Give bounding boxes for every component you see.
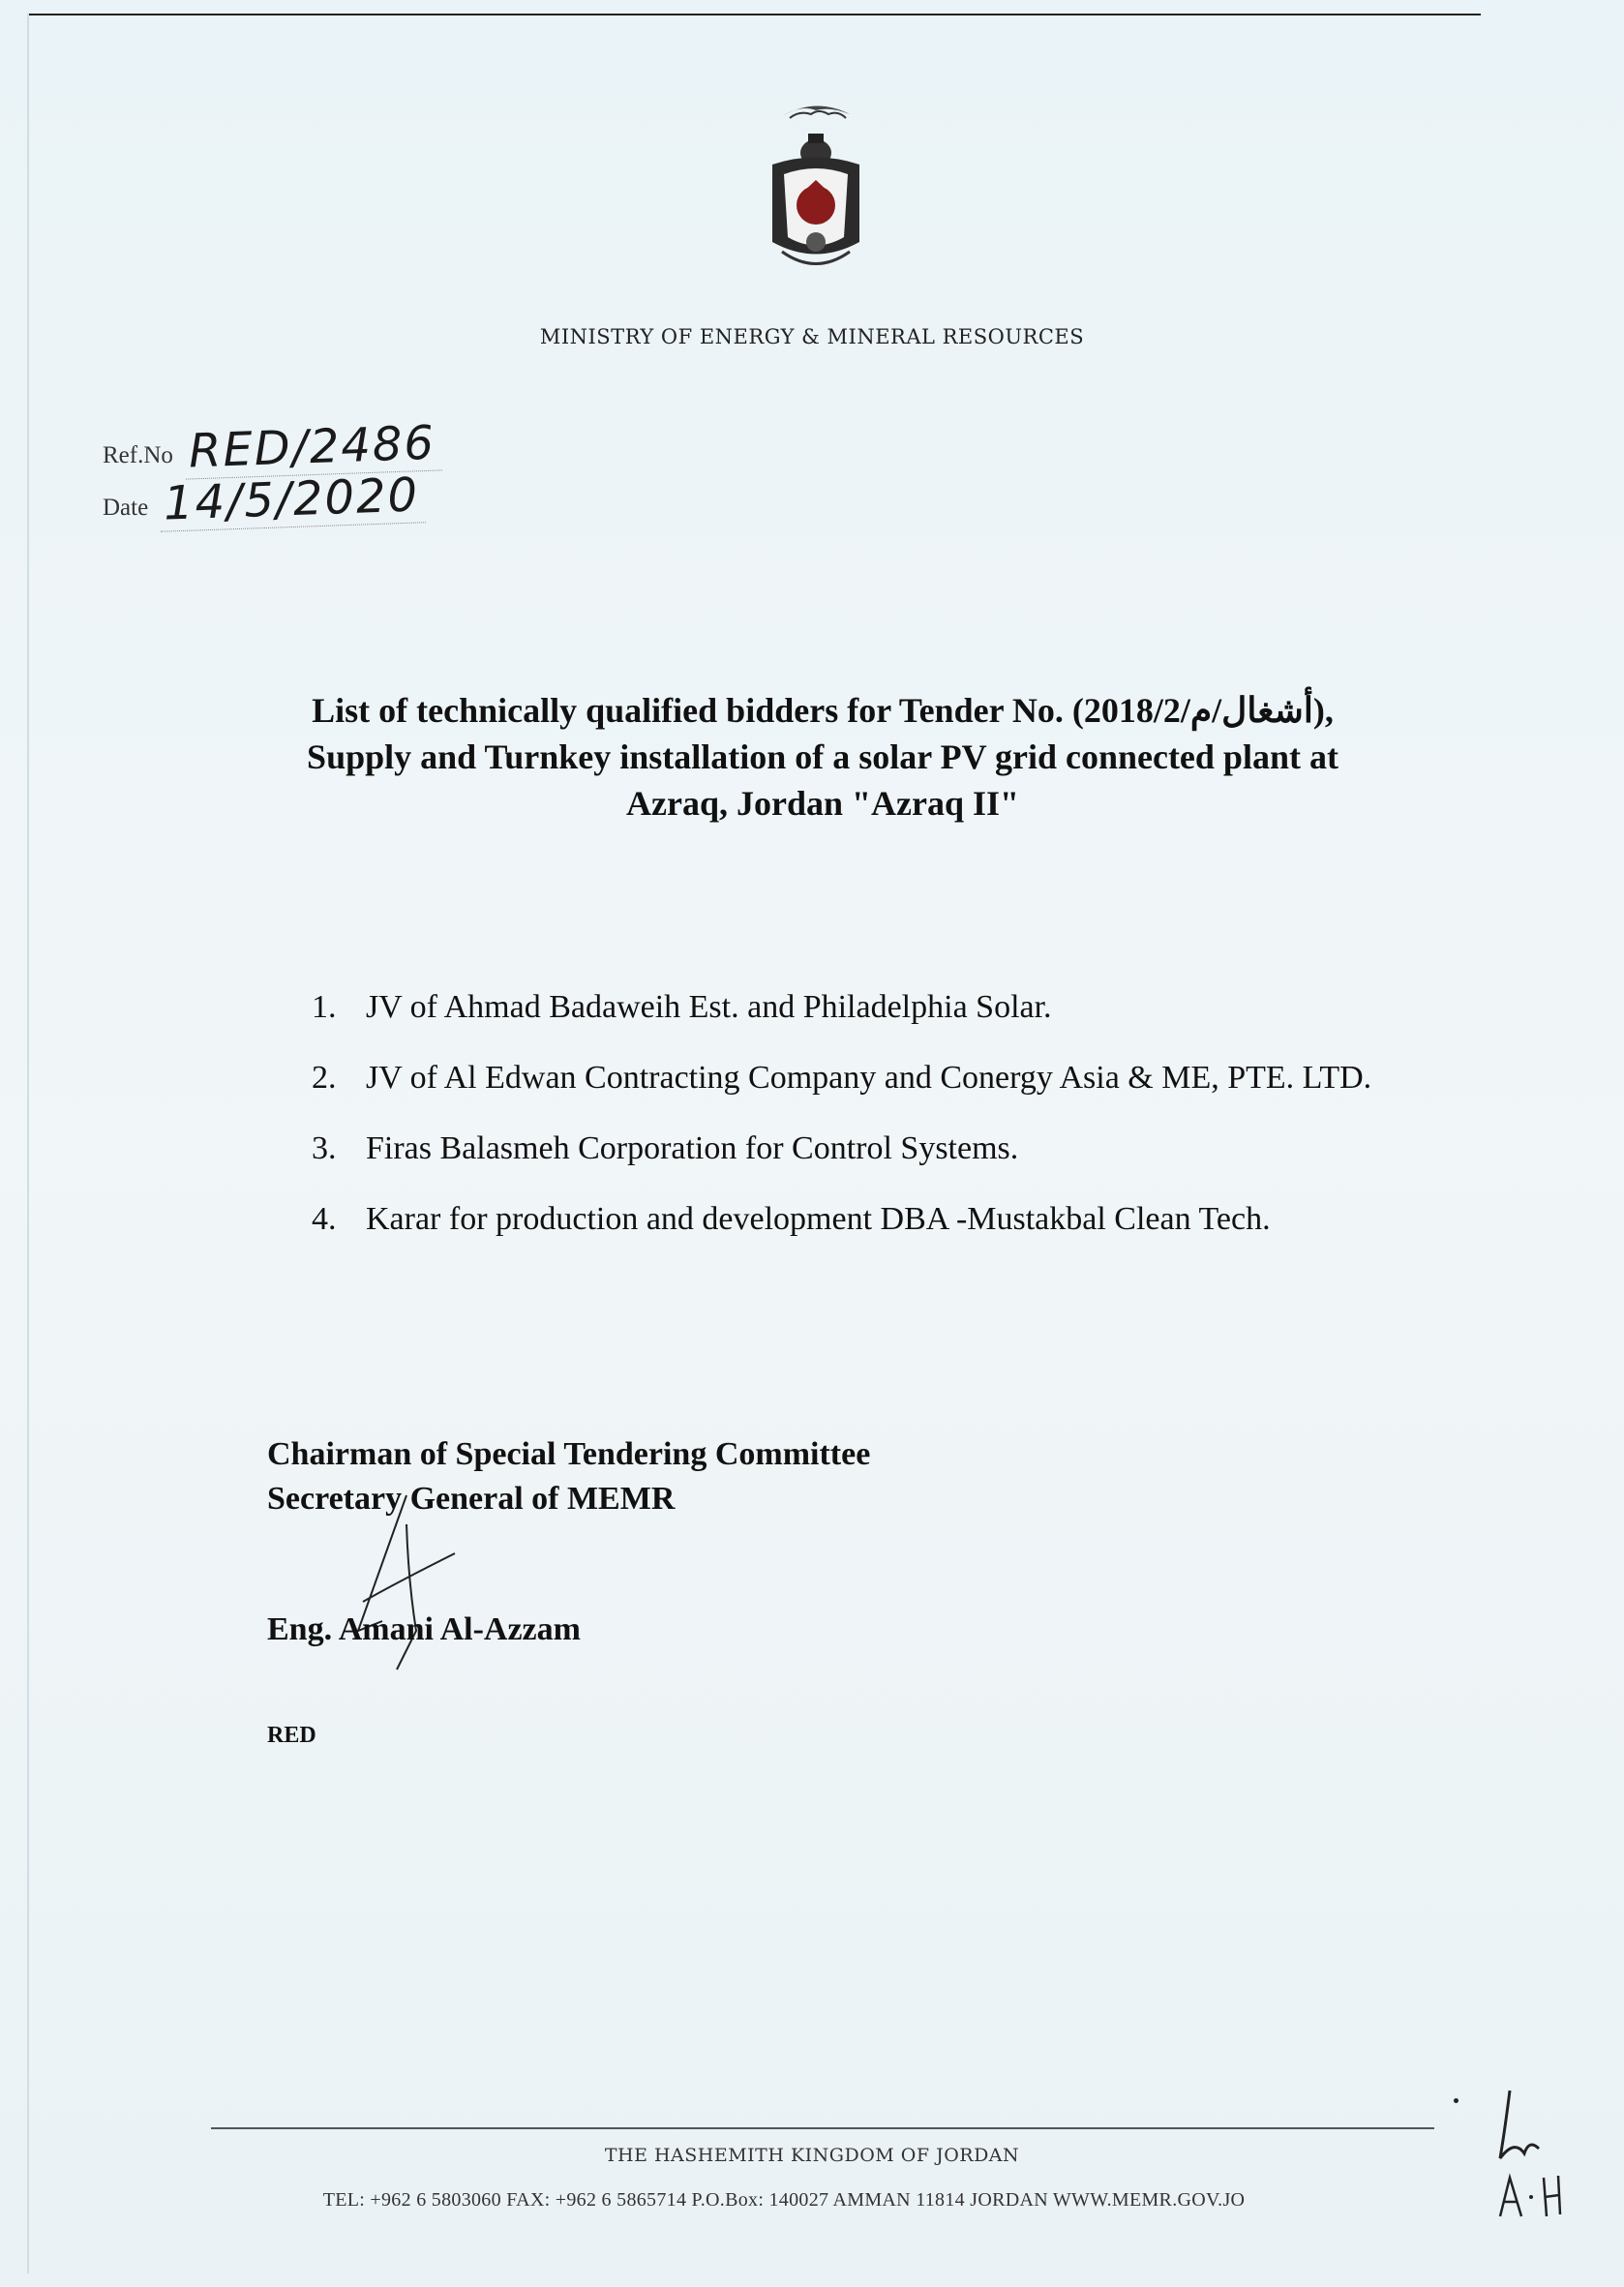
left-edge	[27, 14, 29, 2273]
title-line-1: List of technically qualified bidders for Tender No. (2018/أشغال/م/2),	[312, 691, 1334, 730]
date-label: Date	[103, 495, 149, 521]
bidder-name: JV of Al Edwan Contracting Company and Conergy Asia & ME, PTE. LTD.	[366, 1060, 1372, 1096]
footer-contact: TEL: +962 6 5803060 FAX: +962 6 5865714 P.O.Box: 140027 AMMAN 11814 JORDAN WWW.MEMR.GOV.JO	[322, 2189, 1246, 2211]
title-line-3: Azraq, Jordan "Azraq II"	[626, 784, 1019, 823]
bidder-name: Firas Balasmeh Corporation for Control Systems.	[366, 1130, 1019, 1166]
signatory-line-1: Chairman of Special Tendering Committee	[267, 1436, 871, 1472]
top-border	[29, 14, 1481, 15]
bidder-list	[312, 985, 1415, 1268]
footer-divider	[211, 2127, 1434, 2129]
date-field	[103, 467, 426, 531]
list-item	[312, 1127, 1415, 1170]
signatory-line-2: Secretary General of MEMR	[267, 1481, 676, 1517]
department-code: RED	[267, 1723, 316, 1748]
signature-scribble-icon	[339, 1486, 484, 1679]
list-number: 4.	[312, 1201, 337, 1237]
handwritten-initials-icon	[1481, 2071, 1587, 2265]
list-item	[312, 1056, 1415, 1099]
reference-number	[103, 415, 441, 479]
list-number: 1.	[312, 989, 337, 1025]
list-item	[312, 1197, 1415, 1241]
ref-value: RED/2486	[184, 415, 442, 479]
document-title	[252, 687, 1394, 827]
ink-dot	[1454, 2098, 1459, 2103]
ref-label: Ref.No	[103, 442, 173, 468]
footer-country: THE HASHEMITH KINGDOM OF JORDAN	[604, 2145, 1020, 2166]
date-value: 14/5/2020	[160, 467, 427, 532]
jordan-coat-of-arms-icon	[743, 97, 888, 300]
title-line-2: Supply and Turnkey installation of a solar PV grid connected plant at	[307, 737, 1338, 776]
ministry-name: MINISTRY OF ENERGY & MINERAL RESOURCES	[539, 325, 1085, 348]
signatory-name: Eng. Amani Al-Azzam	[267, 1611, 581, 1647]
list-number: 3.	[312, 1130, 337, 1166]
list-item	[312, 985, 1415, 1029]
bidder-name: Karar for production and development DBA -Mustakbal Clean Tech.	[366, 1201, 1271, 1237]
list-number: 2.	[312, 1060, 337, 1096]
bidder-name: JV of Ahmad Badaweih Est. and Philadelphia Solar.	[366, 989, 1052, 1025]
